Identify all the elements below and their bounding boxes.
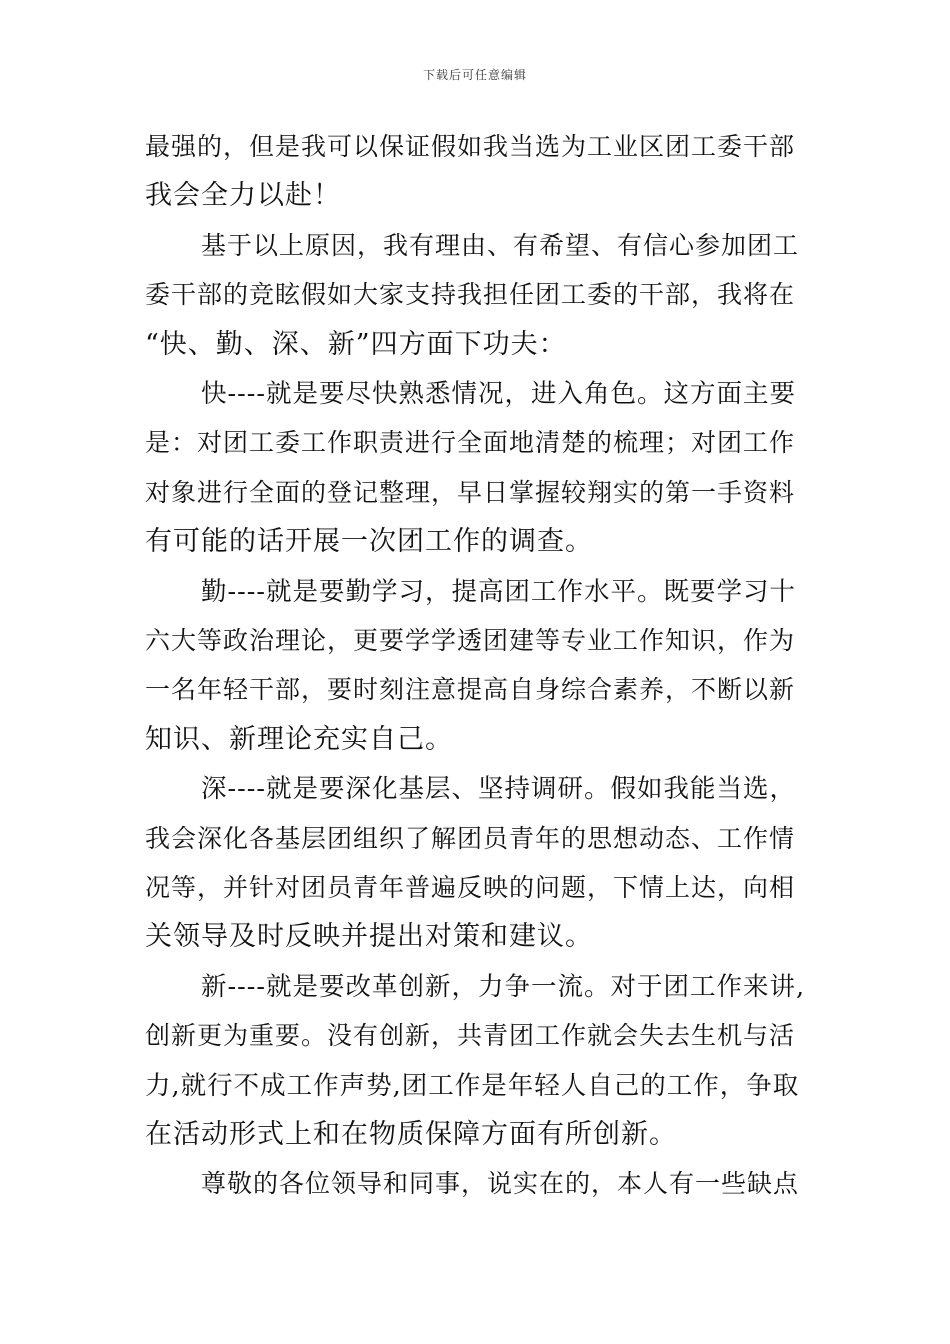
text-line: 我会全力以赴！	[145, 180, 341, 212]
text-line: 快----就是要尽快熟悉情况，进入角色。这方面主要	[201, 379, 796, 409]
text-line: 新----就是要改革创新，力争一流。对于团工作来讲,	[201, 971, 806, 1002]
text-line: “快、勤、深、新”四方面下功夫：	[145, 328, 567, 360]
page-header: 下载后可任意编辑	[422, 68, 527, 82]
text-line: 六大等政治理论，更要学学透团建等专业工作知识，作为	[145, 626, 796, 655]
text-line: 是：对团工委工作职责进行全面地清楚的梳理；对团工作	[145, 428, 796, 458]
text-line: 关领导及时反映并提出对策和建议。	[145, 921, 593, 953]
text-line: 创新更为重要。没有创新，共青团工作就会失去生机与活	[145, 1021, 796, 1051]
text-line: 有可能的话开展一次团工作的调查。	[145, 526, 593, 558]
text-line: 基于以上原因，我有理由、有希望、有信心参加团工	[201, 230, 800, 260]
text-line: 力,就行不成工作声势,团工作是年轻人自己的工作，争取	[145, 1070, 800, 1101]
text-line: 知识、新理论充实自己。	[145, 723, 453, 755]
text-line: 最强的，但是我可以保证假如我当选为工业区团工委干部	[145, 132, 796, 161]
text-line: 在活动形式上和在物质保障方面有所创新。	[145, 1119, 677, 1150]
text-line: 一名年轻干部，要时刻注意提高自身综合素养，不断以新	[145, 675, 796, 705]
text-line: 我会深化各基层团组织了解团员青年的思想动态、工作情	[145, 823, 796, 853]
text-line: 况等，并针对团员青年普遍反映的问题，下情上达，向相	[145, 873, 796, 902]
text-line: 勤----就是要勤学习，提高团工作水平。既要学习十	[201, 576, 796, 607]
text-line: 委干部的竞眩假如大家支持我担任团工委的干部，我将在	[145, 280, 796, 310]
text-line: 深----就是要深化基层、坚持调研。假如我能当选，	[201, 774, 796, 805]
text-line: 尊敬的各位领导和同事，说实在的，本人有一些缺点	[201, 1169, 800, 1199]
text-line: 对象进行全面的登记整理，早日掌握较翔实的第一手资料	[145, 477, 796, 507]
